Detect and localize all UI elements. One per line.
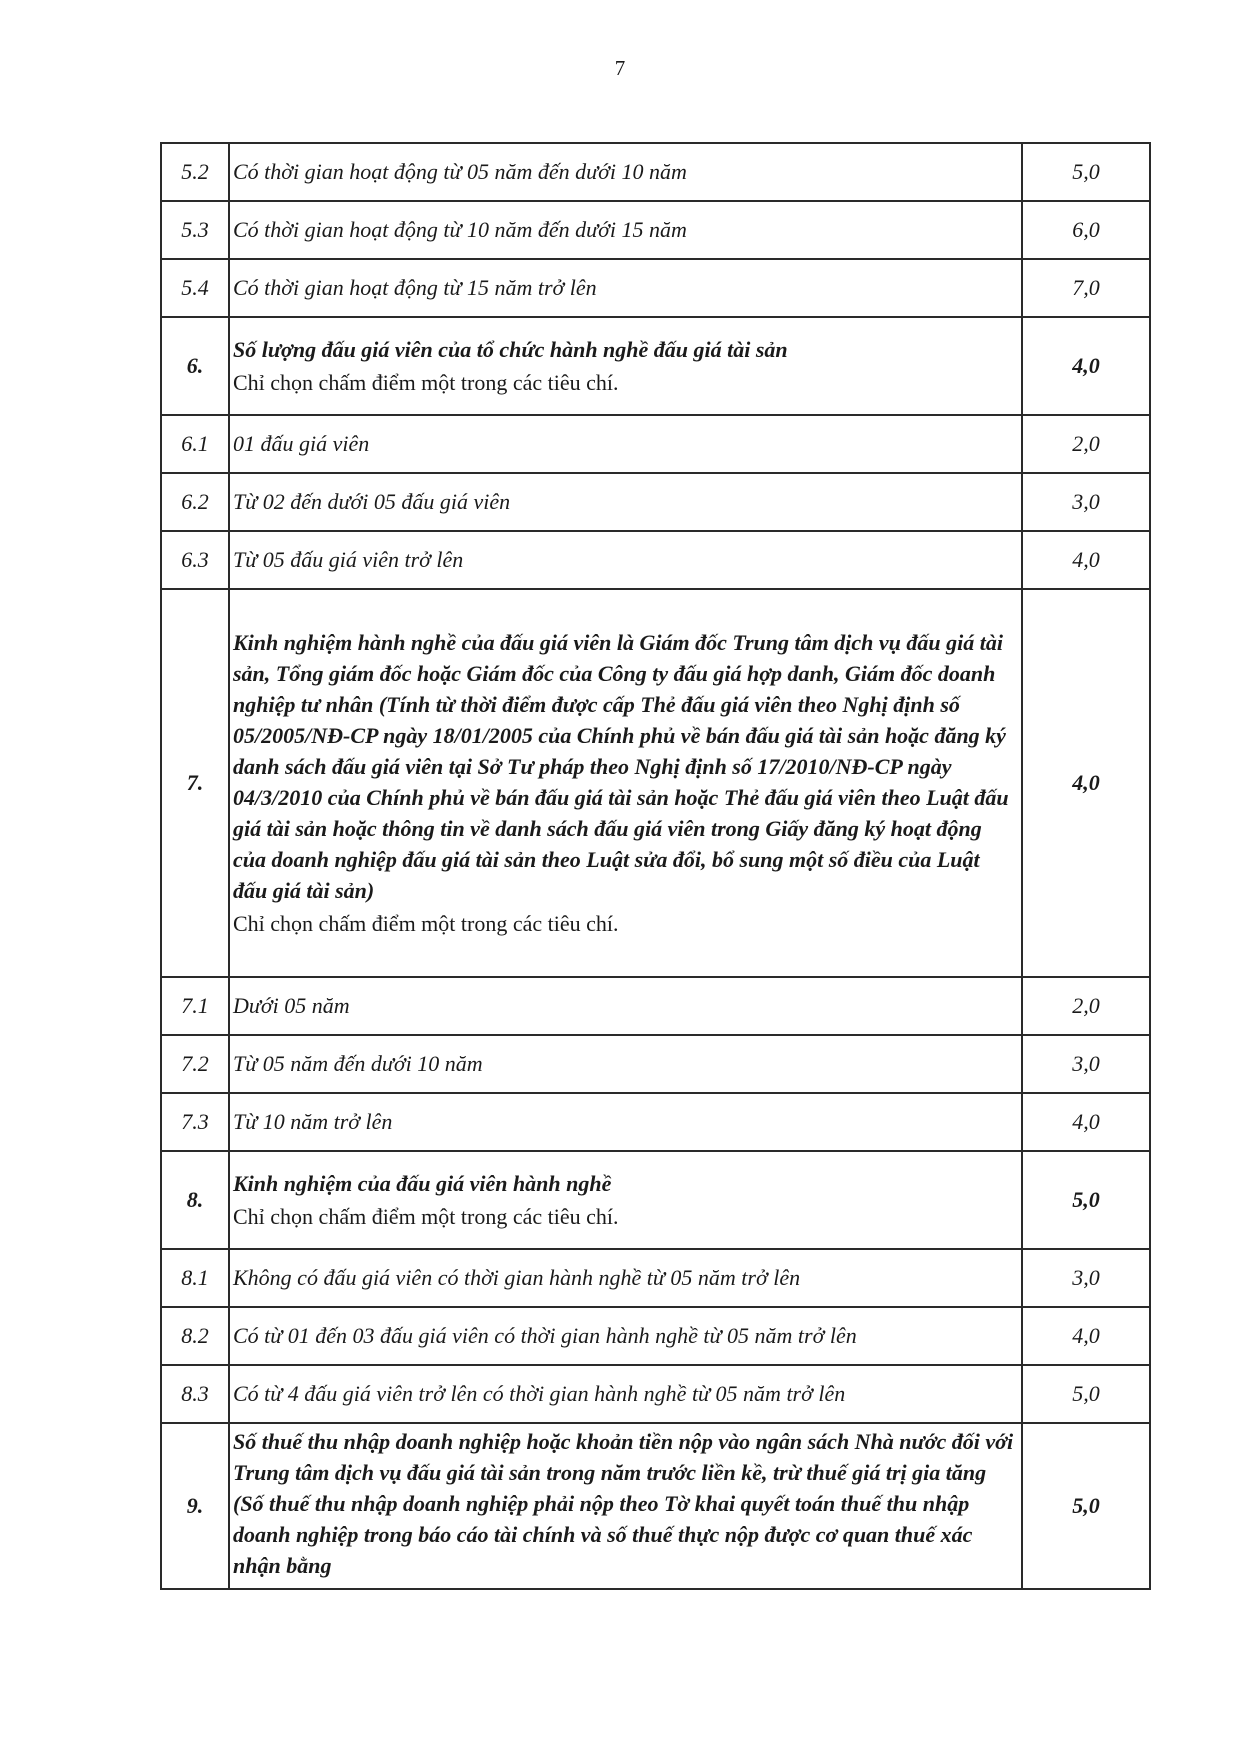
table-row xyxy=(161,143,1150,201)
criterion-text: Từ 02 đến dưới 05 đấu giá viên xyxy=(229,473,1022,531)
criterion-title: Số thuế thu nhập doanh nghiệp hoặc khoản tiền nộp vào ngân sách Nhà nước đối với Trung tâm dịch vụ đấu giá tài sản trong năm trước liền kề, trừ thuế giá trị gia tăng (Số thuế thu nhập doanh nghiệp phải nộp theo Tờ khai quyết toán thuế thu nhập doanh nghiệp trong báo cáo tài chính và số thuế thực nộp được cơ quan thuế xác nhận bằng xyxy=(233,1429,1014,1578)
criterion-text: Dưới 05 năm xyxy=(229,977,1022,1035)
criterion-number: 8.2 xyxy=(161,1307,229,1365)
page-number: 7 xyxy=(614,56,626,80)
table-row xyxy=(161,1093,1150,1151)
criterion-number: 8. xyxy=(161,1151,229,1249)
criterion-text: Có từ 01 đến 03 đấu giá viên có thời gian hành nghề từ 05 năm trở lên xyxy=(229,1307,1022,1365)
criterion-number: 8.3 xyxy=(161,1365,229,1423)
criterion-score: 5,0 xyxy=(1022,143,1150,201)
table-row-heading xyxy=(161,1423,1150,1589)
criterion-text: Từ 05 đấu giá viên trở lên xyxy=(229,531,1022,589)
criterion-text: Từ 05 năm đến dưới 10 năm xyxy=(229,1035,1022,1093)
criterion-title: Số lượng đấu giá viên của tổ chức hành nghề đấu giá tài sản xyxy=(233,337,788,362)
table-row xyxy=(161,1249,1150,1307)
criterion-text: Có thời gian hoạt động từ 05 năm đến dưới 10 năm xyxy=(229,143,1022,201)
criterion-title: Kinh nghiệm hành nghề của đấu giá viên là Giám đốc Trung tâm dịch vụ đấu giá tài sản, Tổng giám đốc hoặc Giám đốc của Công ty đấu giá hợp danh, Giám đốc doanh nghiệp tư nhân (Tính từ thời điểm được cấp Thẻ đấu giá viên theo Nghị định số 05/2005/NĐ-CP ngày 18/01/2005 của Chính phủ về bán đấu giá tài sản hoặc đăng ký danh sách đấu giá viên tại Sở Tư pháp theo Nghị định số 17/2010/NĐ-CP ngày 04/3/2010 của Chính phủ về bán đấu giá tài sản hoặc Thẻ đấu giá viên theo Luật đấu giá tài sản hoặc thông tin về danh sách đấu giá viên trong Giấy đăng ký hoạt động của doanh nghiệp đấu giá tài sản theo Luật sửa đổi, bổ sung một số điều của Luật đấu giá tài sản) xyxy=(233,630,1009,903)
criterion-score: 5,0 xyxy=(1022,1365,1150,1423)
table-row xyxy=(161,531,1150,589)
criterion-cell xyxy=(229,317,1022,415)
table-row xyxy=(161,415,1150,473)
criterion-score: 4,0 xyxy=(1022,1093,1150,1151)
criterion-text: Có thời gian hoạt động từ 15 năm trở lên xyxy=(229,259,1022,317)
criterion-text: 01 đấu giá viên xyxy=(229,415,1022,473)
criterion-score: 4,0 xyxy=(1022,1307,1150,1365)
criterion-number: 6.3 xyxy=(161,531,229,589)
table-row xyxy=(161,201,1150,259)
criterion-text: Có thời gian hoạt động từ 10 năm đến dưới 15 năm xyxy=(229,201,1022,259)
table-row xyxy=(161,1365,1150,1423)
criterion-number: 7.2 xyxy=(161,1035,229,1093)
criterion-number: 6.1 xyxy=(161,415,229,473)
criterion-score: 7,0 xyxy=(1022,259,1150,317)
table-row xyxy=(161,1307,1150,1365)
criterion-score: 3,0 xyxy=(1022,1035,1150,1093)
criterion-note: Chỉ chọn chấm điểm một trong các tiêu chí. xyxy=(233,370,619,395)
criterion-score: 3,0 xyxy=(1022,473,1150,531)
criterion-cell xyxy=(229,589,1022,977)
criterion-text: Từ 10 năm trở lên xyxy=(229,1093,1022,1151)
criterion-number: 9. xyxy=(161,1423,229,1589)
criterion-number: 8.1 xyxy=(161,1249,229,1307)
criterion-number: 7. xyxy=(161,589,229,977)
criterion-score: 5,0 xyxy=(1022,1423,1150,1589)
criterion-note: Chỉ chọn chấm điểm một trong các tiêu chí. xyxy=(233,1204,619,1229)
criterion-score: 4,0 xyxy=(1022,531,1150,589)
criterion-text: Có từ 4 đấu giá viên trở lên có thời gian hành nghề từ 05 năm trở lên xyxy=(229,1365,1022,1423)
table-row-heading xyxy=(161,589,1150,977)
criterion-number: 7.3 xyxy=(161,1093,229,1151)
criterion-number: 5.2 xyxy=(161,143,229,201)
scoring-criteria-table xyxy=(160,142,1151,1590)
criterion-cell xyxy=(229,1151,1022,1249)
criterion-number: 5.4 xyxy=(161,259,229,317)
criterion-title: Kinh nghiệm của đấu giá viên hành nghề xyxy=(233,1171,612,1196)
table-row xyxy=(161,473,1150,531)
criterion-number: 7.1 xyxy=(161,977,229,1035)
criterion-score: 4,0 xyxy=(1022,589,1150,977)
table-row-heading xyxy=(161,1151,1150,1249)
table-row xyxy=(161,1035,1150,1093)
table-row-heading xyxy=(161,317,1150,415)
criterion-number: 6. xyxy=(161,317,229,415)
criterion-score: 5,0 xyxy=(1022,1151,1150,1249)
criterion-score: 6,0 xyxy=(1022,201,1150,259)
criterion-note: Chỉ chọn chấm điểm một trong các tiêu chí. xyxy=(233,911,619,936)
criterion-number: 5.3 xyxy=(161,201,229,259)
criterion-score: 2,0 xyxy=(1022,977,1150,1035)
criterion-score: 2,0 xyxy=(1022,415,1150,473)
criterion-score: 4,0 xyxy=(1022,317,1150,415)
table-row xyxy=(161,977,1150,1035)
criterion-cell xyxy=(229,1423,1022,1589)
criterion-number: 6.2 xyxy=(161,473,229,531)
criterion-text: Không có đấu giá viên có thời gian hành nghề từ 05 năm trở lên xyxy=(229,1249,1022,1307)
criterion-score: 3,0 xyxy=(1022,1249,1150,1307)
table-row xyxy=(161,259,1150,317)
